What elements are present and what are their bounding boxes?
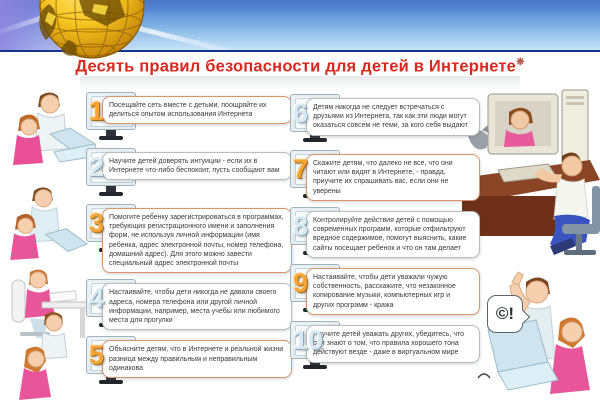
rule-number: 7 [293, 154, 309, 184]
rule-item-1 [86, 92, 292, 142]
rule-text: Научите детей уважать других, убедитесь, что они знают о том, что правила хорошего тона действуют везде - даже в виртуальном мире [313, 330, 464, 357]
copyright-speech-bubble: ©! [487, 295, 523, 333]
footnote-asterisk-icon: ❋ [516, 57, 525, 68]
rule-number: 1 [89, 96, 105, 126]
rule-number: 8 [293, 210, 309, 241]
rule-text: Настаивайте, чтобы дети уважали чужую собственность, расскажите, что незаконное копирование музыки, компьютерных игр и других программ - кража [313, 273, 456, 309]
rules-column-left [86, 92, 292, 386]
rule-item-4 [86, 279, 292, 330]
rule-text: Объясните детям, что в Интернете и реальной жизни разница между правильным и неправильным одинакова [109, 346, 284, 372]
rule-item-2 [86, 148, 292, 198]
rule-item-5 [86, 336, 292, 386]
rule-text: Скажите детям, что далеко не все, что они читают или видят в Интернете, - правда, приучите их спрашивать вас, если они не уверены [313, 160, 453, 195]
rule-number: 2 [89, 152, 105, 182]
rule-text: Помогите ребенку зарегистрироваться в программах, требующих регистрационного имени и заполнения форм, не используя личной информации (имя ребенка, адрес электронной почты, номер телефона, домашний адрес). Для этого можно завести специальный адрес электронной почты [109, 214, 284, 268]
rule-text: Контролируйте действия детей с помощью современных программ, которые отфильтруют вредное содержимое, помогут выяснить, какие сайты посещает ребенок и что он там делает [313, 216, 467, 252]
rule-number: 3 [89, 208, 105, 238]
rule-number: 4 [89, 283, 105, 314]
title-reflection [60, 75, 540, 88]
rule-item-7 [290, 150, 480, 201]
rule-text: Научите детей доверять интуиции - если их в Интернете что-либо беспокоит, пусть сообщают вам [109, 158, 280, 175]
rules-column-right [290, 94, 480, 371]
page-title [60, 57, 540, 77]
rule-item-3 [86, 204, 292, 273]
rule-number: 6 [293, 98, 309, 128]
rule-item-10 [290, 321, 480, 371]
illustration-person-at-computer [462, 78, 600, 258]
rule-item-8 [290, 207, 480, 258]
illustration-copyright-lesson [460, 268, 600, 400]
rule-text: Посещайте сеть вместе с детьми, поощряйте их делиться опытом использования Интернета [109, 102, 267, 119]
page-title-text: Десять правил безопасности для детей в Интернете [75, 57, 517, 76]
rule-number: 5 [89, 340, 105, 371]
rule-number: 10 [293, 324, 324, 355]
globe-icon [24, 0, 164, 62]
rule-item-6 [290, 94, 480, 144]
rule-number: 9 [293, 267, 309, 298]
illustration-girl-at-monitor [10, 346, 68, 400]
rule-item-9 [290, 264, 480, 315]
rule-text: Настаивайте, чтобы дети никогда не давали своего адреса, номера телефона или другой личной информации, например, места учебы или любимого места для прогулки [109, 289, 280, 325]
rule-text: Детям никогда не следует встречаться с друзьями из Интернета, так как эти люди могут оказаться совсем не теми, за кого себя выдают [313, 104, 468, 130]
illustration-parent-child-laptop-1 [0, 88, 98, 188]
